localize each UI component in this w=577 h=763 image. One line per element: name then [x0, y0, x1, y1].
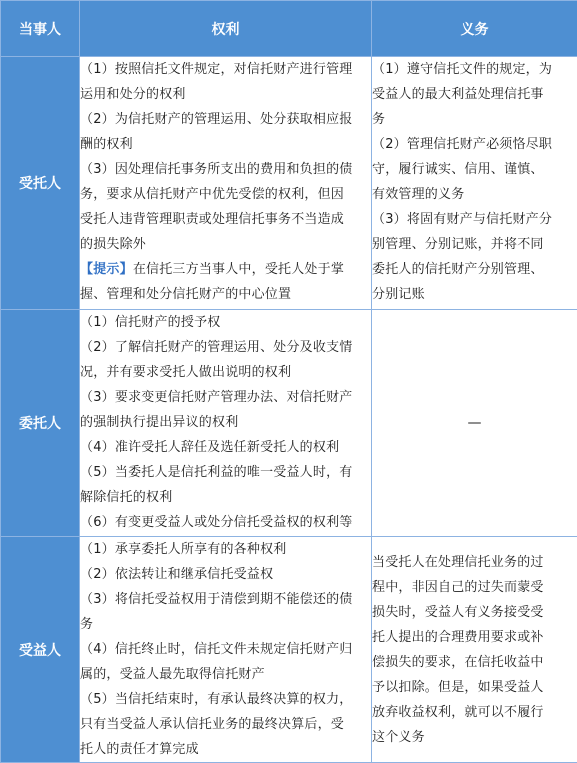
rights-line: （1）信托财产的授予权: [80, 310, 371, 335]
duties-line: 有效管理的义务: [372, 182, 577, 207]
rights-line: （3）因处理信托事务所支出的费用和负担的债: [80, 157, 371, 182]
duties-line: 程中，非因自己的过失而蒙受: [372, 575, 577, 600]
rights-line: 只有当受益人承认信托业务的最终决算后，受: [80, 712, 371, 737]
party-beneficiary: 受益人: [1, 537, 80, 763]
rights-line: （4）准许受托人辞任及选任新受托人的权利: [80, 435, 371, 460]
table-row-trustee: [1, 57, 577, 310]
rights-line: 解除信托的权利: [80, 485, 371, 510]
tip-line: [80, 257, 371, 282]
rights-line: 务: [80, 612, 371, 637]
rights-line: 的强制执行提出异议的权利: [80, 410, 371, 435]
rights-trustee: [80, 57, 372, 310]
table-row-beneficiary: [1, 537, 577, 763]
header-party: 当事人: [1, 1, 80, 57]
rights-line: （5）当委托人是信托利益的唯一受益人时，有: [80, 460, 371, 485]
rights-line: 属的，受益人最先取得信托财产: [80, 662, 371, 687]
duties-line: 这个义务: [372, 725, 577, 750]
rights-line: （4）信托终止时，信托文件未规定信托财产归: [80, 637, 371, 662]
table-row-settlor: [1, 310, 577, 537]
party-settlor: 委托人: [1, 310, 80, 537]
tip-text: 在信托三方当事人中，受托人处于掌: [133, 262, 344, 277]
rights-line: （2）了解信托财产的管理运用、处分及收支情: [80, 335, 371, 360]
duties-line: 予以扣除。但是，如果受益人: [372, 675, 577, 700]
rights-line: （1）承享委托人所享有的各种权利: [80, 537, 371, 562]
party-trustee: 受托人: [1, 57, 80, 310]
rights-line: （3）要求变更信托财产管理办法、对信托财产: [80, 385, 371, 410]
duties-beneficiary: [372, 537, 577, 763]
rights-beneficiary: [80, 537, 372, 763]
rights-line: 况，并有要求受托人做出说明的权利: [80, 360, 371, 385]
header-rights: 权利: [80, 1, 372, 57]
rights-line: （1）按照信托文件规定，对信托财产进行管理: [80, 57, 371, 82]
rights-settlor: [80, 310, 372, 537]
duties-line: 损失时，受益人有义务接受受: [372, 600, 577, 625]
rights-line: （5）当信托结束时，有承认最终决算的权力，: [80, 687, 371, 712]
rights-line: 务，要求从信托财产中优先受偿的权利，但因: [80, 182, 371, 207]
duties-line: （1）遵守信托文件的规定，为: [372, 57, 577, 82]
rights-line: （3）将信托受益权用于清偿到期不能偿还的债: [80, 587, 371, 612]
rights-line: 托人的责任才算完成: [80, 737, 371, 762]
duties-line: 委托人的信托财产分别管理、: [372, 257, 577, 282]
tip-label: 【提示】: [80, 262, 133, 277]
tip-line: 握、管理和处分信托财产的中心位置: [80, 282, 371, 307]
duties-line: 当受托人在处理信托业务的过: [372, 550, 577, 575]
duties-line: （3）将固有财产与信托财产分: [372, 207, 577, 232]
rights-line: 受托人违背管理职责或处理信托事务不当造成: [80, 207, 371, 232]
duties-line: （2）管理信托财产必须恪尽职: [372, 132, 577, 157]
duties-settlor-dash: —: [372, 310, 577, 537]
duties-line: 偿损失的要求，在信托收益中: [372, 650, 577, 675]
rights-line: （2）依法转让和继承信托受益权: [80, 562, 371, 587]
duties-line: 受益人的最大利益处理信托事: [372, 82, 577, 107]
rights-line: 运用和处分的权利: [80, 82, 371, 107]
header-row: [1, 1, 577, 57]
header-duties: 义务: [372, 1, 577, 57]
rights-line: 酬的权利: [80, 132, 371, 157]
rights-line: （2）为信托财产的管理运用、处分获取相应报: [80, 107, 371, 132]
rights-line: 的损失除外: [80, 232, 371, 257]
rights-line: （6）有变更受益人或处分信托受益权的权利等: [80, 510, 371, 535]
duties-line: 放弃收益权利，就可以不履行: [372, 700, 577, 725]
duties-line: 别管理、分别记账，并将不同: [372, 232, 577, 257]
duties-line: 托人提出的合理费用要求或补: [372, 625, 577, 650]
duties-trustee: [372, 57, 577, 310]
duties-line: 务: [372, 107, 577, 132]
duties-line: 分别记账: [372, 282, 577, 307]
duties-line: 守，履行诚实、信用、谨慎、: [372, 157, 577, 182]
